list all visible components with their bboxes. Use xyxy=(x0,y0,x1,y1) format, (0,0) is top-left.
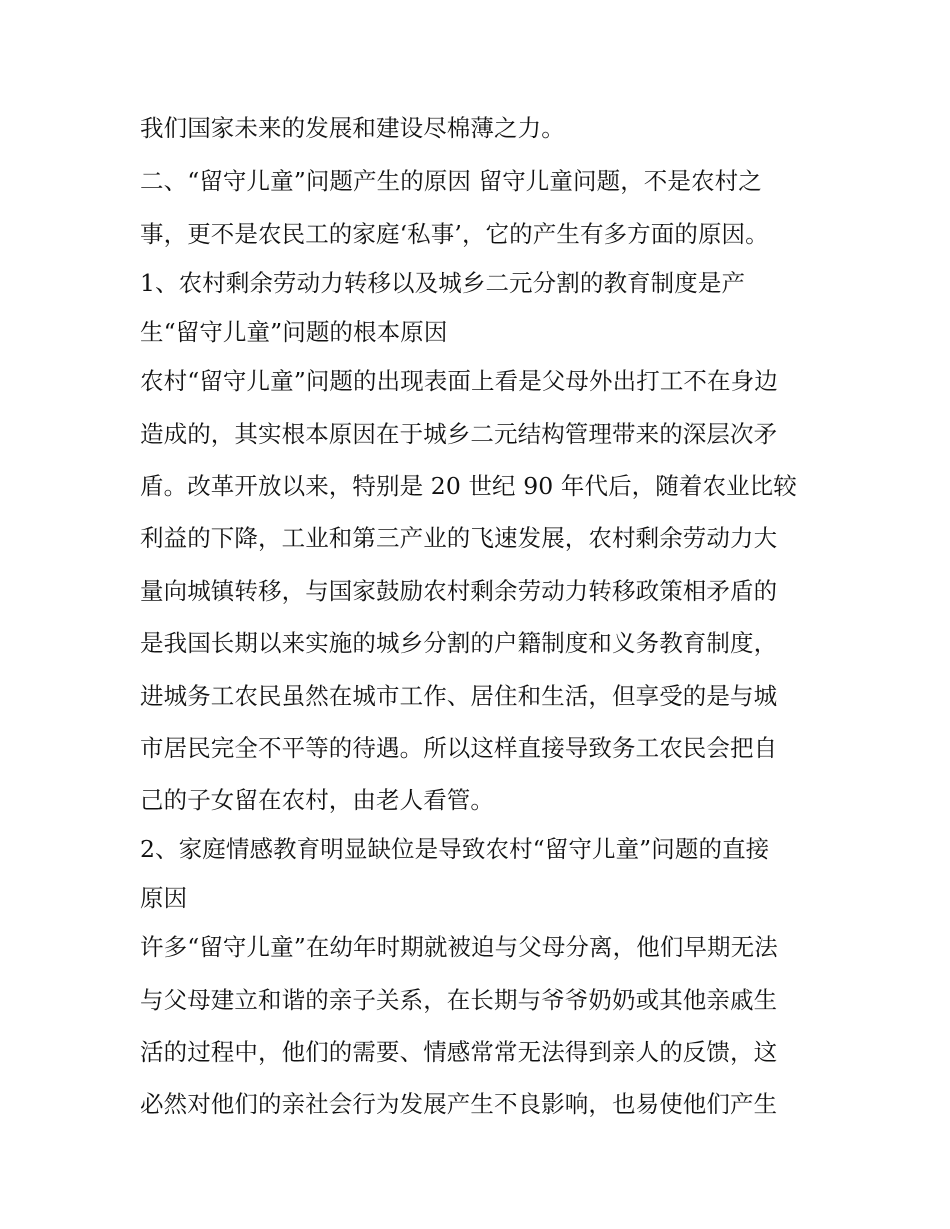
text-line: 量向城镇转移，与国家鼓励农村剩余劳动力转移政策相矛盾的 xyxy=(140,577,778,605)
text-line: 活的过程中，他们的需要、情感常常无法得到亲人的反馈，这 xyxy=(140,1038,778,1066)
text-line: 农村“留守儿童”问题的出现表面上看是父母外出打工不在身边 xyxy=(140,367,778,395)
text-line: 盾。改革开放以来，特别是 20 世纪 90 年代后，随着农业比较 xyxy=(140,472,797,500)
text-line: 是我国长期以来实施的城乡分割的户籍制度和义务教育制度， xyxy=(140,629,778,657)
text-line: 必然对他们的亲社会行为发展产生不良影响，也易使他们产生 xyxy=(140,1090,778,1118)
text-line: 与父母建立和谐的亲子关系，在长期与爷爷奶奶或其他亲戚生 xyxy=(140,986,778,1014)
text-line: 利益的下降，工业和第三产业的飞速发展，农村剩余劳动力大 xyxy=(140,524,778,552)
subheading-line: 1、农村剩余劳动力转移以及城乡二元分割的教育制度是产 xyxy=(140,269,746,297)
text-line: 许多“留守儿童”在幼年时期就被迫与父母分离，他们早期无法 xyxy=(140,933,778,961)
text-line: 进城务工农民虽然在城市工作、居住和生活，但享受的是与城 xyxy=(140,682,778,710)
section-heading-line: 二、“留守儿童”问题产生的原因 留守儿童问题，不是农村之 xyxy=(140,167,762,195)
subheading-line: 2、家庭情感教育明显缺位是导致农村“留守儿童”问题的直接 xyxy=(140,835,770,863)
text-line: 己的子女留在农村，由老人看管。 xyxy=(140,786,494,814)
text-line: 事，更不是农民工的家庭‘私事’，它的产生有多方面的原因。 xyxy=(140,220,769,248)
subheading-line: 生“留守儿童”问题的根本原因 xyxy=(140,318,448,346)
text-line: 我们国家未来的发展和建设尽棉薄之力。 xyxy=(140,114,565,142)
subheading-line: 原因 xyxy=(140,884,188,912)
text-line: 造成的，其实根本原因在于城乡二元结构管理带来的深层次矛 xyxy=(140,420,778,448)
text-line: 市居民完全不平等的待遇。所以这样直接导致务工农民会把自 xyxy=(140,734,778,762)
